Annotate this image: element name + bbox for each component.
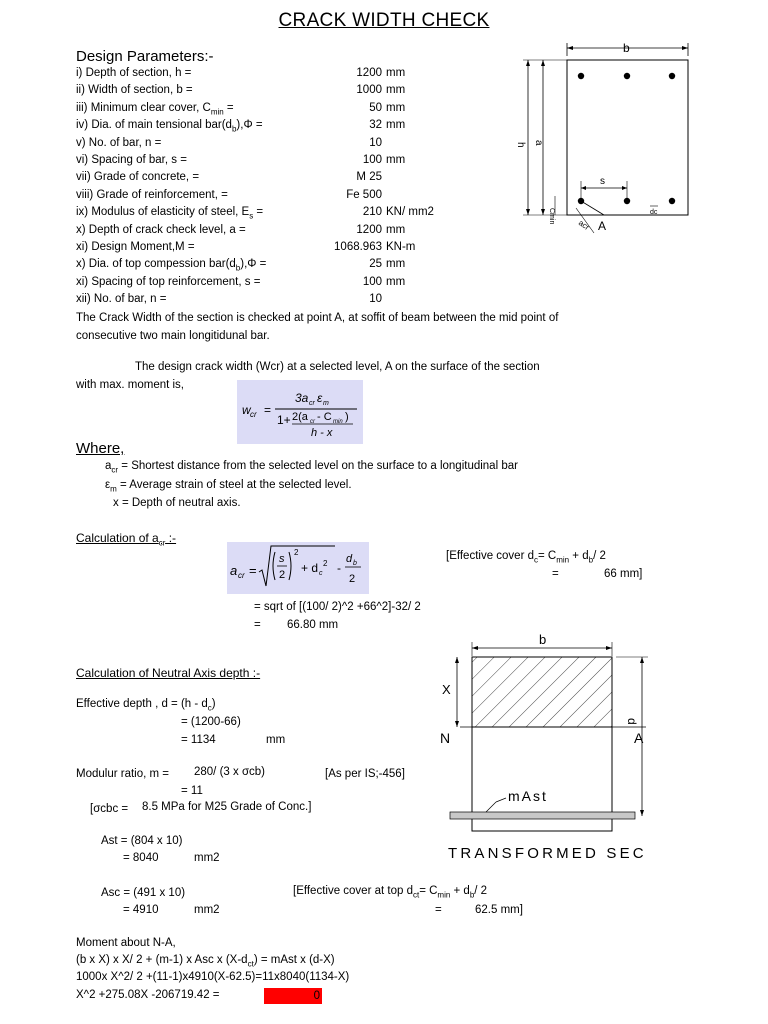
beam-section-diagram [510,36,720,246]
modular-ratio-value: = 11 [181,785,203,797]
diagram1-A-label: A [598,219,607,233]
param-label [76,102,234,116]
param-unit: KN/ mm2 [386,206,434,218]
param-value: 100 [362,154,382,166]
moment-line-1: Moment about N-A, [76,937,176,949]
svg-text:cr: cr [310,419,315,425]
svg-text:ε: ε [317,391,323,405]
svg-text:3a: 3a [295,391,309,405]
x-definition: x = Depth of neutral axis. [113,497,241,509]
effective-depth-tail: ) [211,698,216,710]
param-label [76,119,263,133]
param-label: xi) Design Moment,M = [76,241,195,253]
modular-ratio-expr: 280/ (3 x σcb) [194,766,266,778]
acr-result: 66.80 mm [287,619,339,631]
scbc-note-a: [σcbc = [90,803,129,815]
moment-line-3: 1000x X^2/ 2 +(11-1)x4910(X-62.5)=11x8040(1134-X) [76,971,350,983]
param-unit: mm [386,102,406,114]
moment-line-2-text: (b x X) x X/ 2 + (m-1) x Asc x (X-d [76,954,248,966]
acr-calc-heading-tail: :- [165,531,177,545]
diagram1-cmin-label: Cmin [548,208,555,225]
svg-text:2(a: 2(a [292,411,308,423]
svg-text:=: = [264,403,272,417]
diagram1-b-label: b [623,41,630,55]
param-label-text: iv) Dia. of main tensional bar(d [76,119,232,131]
param-value: 210 [362,206,382,218]
scbc-note-b: 8.5 MPa for M25 Grade of Conc.] [142,801,312,813]
param-label: v) No. of bar, n = [76,137,162,149]
svg-text:-: - [337,561,341,575]
diagram1-acr-label: acr [576,218,592,233]
param-unit: mm [386,224,406,236]
param-label: vi) Spacing of bar, s = [76,154,187,166]
result-cell-value: 0 [313,990,320,1002]
effective-depth-line-1 [76,698,216,712]
param-unit: mm [386,67,406,79]
effective-depth-unit: mm [266,734,286,746]
param-value: 1000 [356,84,382,96]
param-value: 100 [362,276,382,288]
param-value: 1200 [356,224,382,236]
param-unit: mm [386,276,406,288]
intro-line-2: consecutive two main longitidunal bar. [76,330,270,342]
diagram1-a-label: a [533,140,544,146]
svg-text:=: = [249,563,257,578]
top-cover-value: 62.5 mm] [475,904,523,916]
param-value: 1068.963 [334,241,382,253]
diagram2-A-label: A [634,730,644,746]
top-cover-sub-3: b [469,890,475,900]
svg-text:s: s [279,553,285,565]
svg-text:c: c [319,570,323,577]
param-label: viii) Grade of reinforcement, = [76,189,228,201]
intro-line-1: The Crack Width of the section is checked at point A, at soffit of beam between the mid point of [76,312,559,324]
param-label: xii) No. of bar, n = [76,293,167,305]
top-cover-eq: = [435,904,442,916]
svg-text:cr: cr [238,571,245,580]
effective-depth-line-2: = (1200-66) [181,716,241,728]
diagram1-h-label: h [515,142,526,148]
svg-text:w: w [242,403,251,417]
em-definition: $\varepsilon_m$ = Average strain of steel at the selected level. [105,479,352,494]
param-label: i) Depth of section, h = [76,67,192,79]
na-calc-heading: Calculation of Neutral Axis depth :- [76,666,261,680]
effective-cover-text-4: / 2 [593,550,606,562]
top-cover-note [293,885,487,899]
param-label-text: iii) Minimum clear cover, C [76,102,211,114]
effective-depth-text: Effective depth , d = (h - d [76,698,208,710]
acr-calc-heading [76,531,176,547]
svg-text:d: d [346,553,353,565]
top-cover-sub-1: ct [412,890,420,900]
param-label-tail: = [253,206,264,218]
param-label: vii) Grade of concrete, = [76,171,200,183]
modular-ratio-ref: [As per IS;-456] [325,768,405,780]
svg-text:2: 2 [349,573,356,585]
diagram2-caption: TRANSFORMED SEC [448,845,647,862]
effective-cover-eq: = [552,568,559,580]
svg-text:- C: - C [317,411,332,423]
diagram2-N-label: N [440,730,451,746]
param-value: 1200 [356,67,382,79]
top-cover-sub-2: min [437,890,451,900]
svg-text:min: min [333,419,343,425]
svg-text:1+: 1+ [277,413,291,427]
acr-result-eq: = [254,619,261,631]
crack-width-formula [237,380,363,444]
param-value: 32 [369,119,382,131]
svg-text:cr: cr [309,400,315,407]
acr-calc-heading-sub: cr [158,538,166,548]
effective-depth-line-3: = 1134 [181,734,216,746]
effective-cover-text-3: + d [569,550,589,562]
diagram1-s-label: s [600,176,605,187]
effective-cover-text-2: = C [538,550,557,562]
intro-line-4: with max. moment is, [76,379,184,391]
asc-line-2: = 4910 [123,904,159,916]
param-value: 25 [369,258,382,270]
asc-unit: mm2 [194,904,220,916]
effective-cover-text-1: [Effective cover d [446,550,534,562]
svg-text:2: 2 [279,569,286,581]
asc-line-1: Asc = (491 x 10) [101,887,186,899]
effective-cover-sub-2: min [556,555,570,565]
acr-formula [227,542,369,594]
param-label: ii) Width of section, b = [76,84,193,96]
diagram2-x-label: X [442,682,451,697]
svg-text:a: a [230,563,238,578]
acr-sqrt-line: = sqrt of [(100/ 2)^2 +66^2]-32/ 2 [254,601,421,613]
effective-cover-sub-3: b [588,555,594,565]
param-label-sub: b [231,124,237,134]
ast-unit: mm2 [194,852,220,864]
ast-line-1: Ast = (804 x 10) [101,835,183,847]
top-cover-text-4: / 2 [474,885,488,897]
top-cover-text-3: + d [450,885,470,897]
effective-cover-value: 66 mm] [604,568,643,580]
param-label [76,258,266,272]
diagram1-dc-label: dc [650,209,658,216]
param-label-tail: ),Φ = [240,258,267,270]
param-label-sub: min [210,107,224,117]
ast-line-2: = 8040 [123,852,159,864]
param-label-tail: = [223,102,234,114]
svg-text:b: b [353,560,357,567]
param-label: xi) Spacing of top reinforcement, s = [76,276,261,288]
acr-definition-text: = Shortest distance from the selected level on the surface to a longitudinal bar [121,460,518,472]
param-unit: mm [386,84,406,96]
param-label-tail: ),Φ = [236,119,263,131]
moment-line-2-tail: ) = mAst x (d-X) [253,954,335,966]
svg-text:m: m [323,400,329,407]
moment-line-2 [76,954,335,968]
param-value: 50 [369,102,382,114]
param-label [76,206,263,220]
moment-line-4: X^2 +275.08X -206719.42 = [76,989,220,1001]
acr-definition: $a_{cr}$ = Shortest distance from the selected level on the surface to a longitudinal bar [105,460,518,475]
param-unit: mm [386,154,406,166]
design-parameters-heading: Design Parameters:- [76,48,214,65]
modular-ratio-label: Modulur ratio, m = [76,768,169,780]
param-value: M 25 [356,171,382,183]
param-value: 10 [369,137,382,149]
param-unit: mm [386,258,406,270]
svg-text:2: 2 [294,548,299,557]
page-title: CRACK WIDTH CHECK [278,10,490,31]
param-unit: KN-m [386,241,416,253]
effective-cover-sub-1: c [534,555,538,565]
param-label-text: ix) Modulus of elasticity of steel, E [76,206,250,218]
transformed-section-diagram [436,630,666,866]
svg-text:+ d: + d [301,561,319,575]
acr-calc-heading-text: Calculation of a [76,531,159,545]
diagram2-b-label: b [539,632,547,647]
effective-cover-note [446,550,606,564]
param-label-text: x) Dia. of top compession bar(d [76,258,236,270]
em-definition-text: = Average strain of steel at the selected level. [120,479,352,491]
param-value: 10 [369,293,382,305]
svg-text:2: 2 [323,559,328,568]
top-cover-text-2: = C [419,885,438,897]
svg-text:cr: cr [250,410,257,419]
svg-text:): ) [345,411,349,423]
top-cover-text-1: [Effective cover at top d [293,885,413,897]
effective-depth-sub: c [207,703,212,713]
param-label-sub: s [249,211,254,221]
param-label: x) Depth of crack check level, a = [76,224,246,236]
param-label-sub: b [235,263,241,273]
diagram2-d-label: d [625,718,639,725]
moment-line-2-sub: ct [247,959,254,969]
param-value: Fe 500 [346,189,382,201]
param-unit: mm [386,119,406,131]
result-cell[interactable] [264,988,322,1004]
svg-text:h - x: h - x [311,427,333,439]
where-heading: Where, [76,440,125,457]
intro-line-3: The design crack width (Wcr) at a selected level, A on the surface of the section [135,361,540,373]
diagram2-mast-label: mAst [508,788,548,804]
